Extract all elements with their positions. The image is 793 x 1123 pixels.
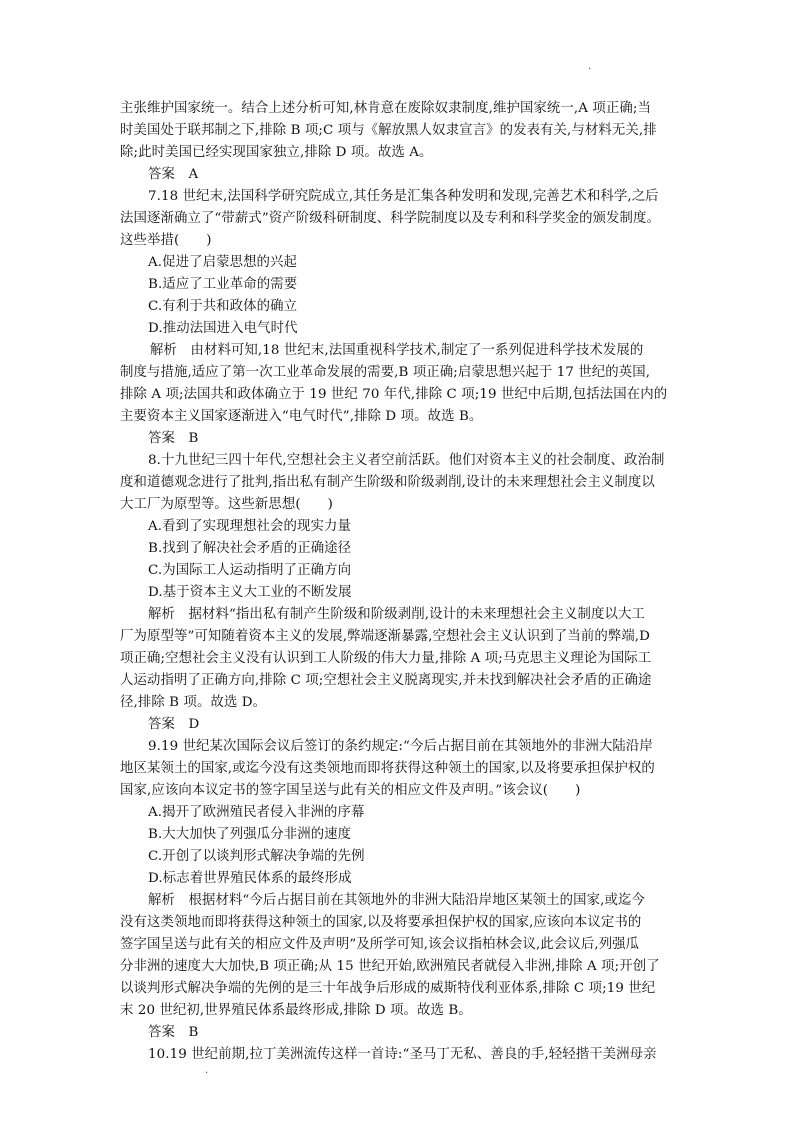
option-c: C.为国际工人运动指明了正确方向 <box>148 563 352 578</box>
text-line: 分非洲的速度大大加快,B 项正确;从 15 世纪开始,欧洲殖民者就侵入非洲,排除 A 项;开创了 <box>120 959 660 974</box>
question-10-stem: 10.19 世纪前期,拉丁美洲流传这样一首诗:“圣马丁无私、善良的手,轻轻揩干美洲母亲 <box>148 1047 657 1062</box>
option-a: A.促进了启蒙思想的兴起 <box>148 255 298 270</box>
text-line: 大工厂为原型等。这些新思想( ) <box>120 497 334 512</box>
answer-line: 答案 D <box>148 717 200 732</box>
text-line: 主要资本主义国家逐渐进入“电气时代”,排除 D 项。故选 B。 <box>120 409 483 424</box>
speck-mark: · <box>588 64 592 75</box>
text-line: 人运动指明了正确方向,排除 C 项;空想社会主义脱离现实,并未找到解决社会矛盾的正确途 <box>120 673 652 688</box>
text-line: 排除 A 项;法国共和政体确立于 19 世纪 70 年代,排除 C 项;19 世纪中后期,包括法国在内的 <box>120 387 668 402</box>
text-line: 制度与措施,适应了第一次工业革命发展的需要,B 项正确;启蒙思想兴起于 17 世纪的英国, <box>120 365 651 380</box>
answer-line: 答案 B <box>148 1025 199 1040</box>
question-7-stem: 7.18 世纪末,法国科学研究院成立,其任务是汇集各种发明和发现,完善艺术和科学,之后 <box>148 189 659 204</box>
option-d: D.标志着世界殖民体系的最终形成 <box>148 871 352 886</box>
text-line: 以谈判形式解决争端的先例的是三十年战争后形成的威斯特伐利亚体系,排除 C 项;19 世纪 <box>120 981 656 996</box>
analysis-line: 解析 由材料可知,18 世纪末,法国重视科学技术,制定了一系列促进科学技术发展的 <box>150 343 644 358</box>
question-9-stem: 9.19 世纪某次国际会议后签订的条约规定:“今后占据目前在其领地外的非洲大陆沿岸 <box>148 739 653 754</box>
option-b: B.适应了工业革命的需要 <box>148 277 298 292</box>
text-line: 法国逐渐确立了“带薪式”资产阶级科研制度、科学院制度以及专利和科学奖金的颁发制度。 <box>120 211 661 226</box>
text-line: 度和道德观念进行了批判,指出私有制产生阶级和阶级剥削,设计的未来理想社会主义制度以 <box>120 475 655 490</box>
option-b: B.找到了解决社会矛盾的正确途径 <box>148 541 352 556</box>
option-d: D.基于资本主义大工业的不断发展 <box>148 585 352 600</box>
option-b: B.大大加快了列强瓜分非洲的速度 <box>148 827 352 842</box>
text-line: 除;此时美国已经实现国家独立,排除 D 项。故选 A。 <box>120 145 433 160</box>
option-a: A.看到了实现理想社会的现实力量 <box>148 519 351 534</box>
analysis-line: 解析 根据材料“今后占据目前在其领地外的非洲大陆沿岸地区某领土的国家,或迄今 <box>148 893 645 908</box>
text-line: 主张维护国家统一。结合上述分析可知,林肯意在废除奴隶制度,维护国家统一,A 项正确;当 <box>120 101 651 116</box>
option-c: C.开创了以谈判形式解决争端的先例 <box>148 849 365 864</box>
speck-mark: · <box>205 1068 209 1079</box>
text-line: 项正确;空想社会主义没有认识到工人阶级的伟大力量,排除 A 项;马克思主义理论为国际工 <box>120 651 652 666</box>
question-8-stem: 8.十九世纪三四十年代,空想社会主义者空前活跃。他们对资本主义的社会制度、政治制 <box>148 453 665 468</box>
text-line: 末 20 世纪初,世界殖民体系最终形成,排除 D 项。故选 B。 <box>120 1003 472 1018</box>
text-line: 时美国处于联邦制之下,排除 B 项;C 项与《解放黑人奴隶宣言》的发表有关,与材料无关,排 <box>120 123 657 138</box>
text-line: 地区某领土的国家,或迄今没有这类领地而即将获得这种领土的国家,以及将要承担保护权的 <box>120 761 655 776</box>
option-d: D.推动法国进入电气时代 <box>148 321 298 336</box>
option-a: A.揭开了欧洲殖民者侵入非洲的序幕 <box>148 805 365 820</box>
text-line: 签字国呈送与此有关的相应文件及声明”及所学可知,该会议指柏林会议,此会议后,列强瓜 <box>120 937 640 952</box>
answer-line: 答案 B <box>148 431 199 446</box>
text-line: 没有这类领地而即将获得这种领土的国家,以及将要承担保护权的国家,应该向本议定书的 <box>120 915 642 930</box>
text-line: 厂为原型等”可知随着资本主义的发展,弊端逐渐暴露,空想社会主义认识到了当前的弊端,D <box>120 629 651 644</box>
analysis-line: 解析 据材料“指出私有制产生阶级和阶级剥削,设计的未来理想社会主义制度以大工 <box>148 607 645 622</box>
text-line: 国家,应该向本议定书的签字国呈送与此有关的相应文件及声明。”该会议( ) <box>120 783 581 798</box>
text-line: 这些举措( ) <box>120 233 212 248</box>
option-c: C.有利于共和政体的确立 <box>148 299 298 314</box>
answer-line: 答案 A <box>148 167 199 182</box>
text-line: 径,排除 B 项。故选 D。 <box>120 695 267 710</box>
